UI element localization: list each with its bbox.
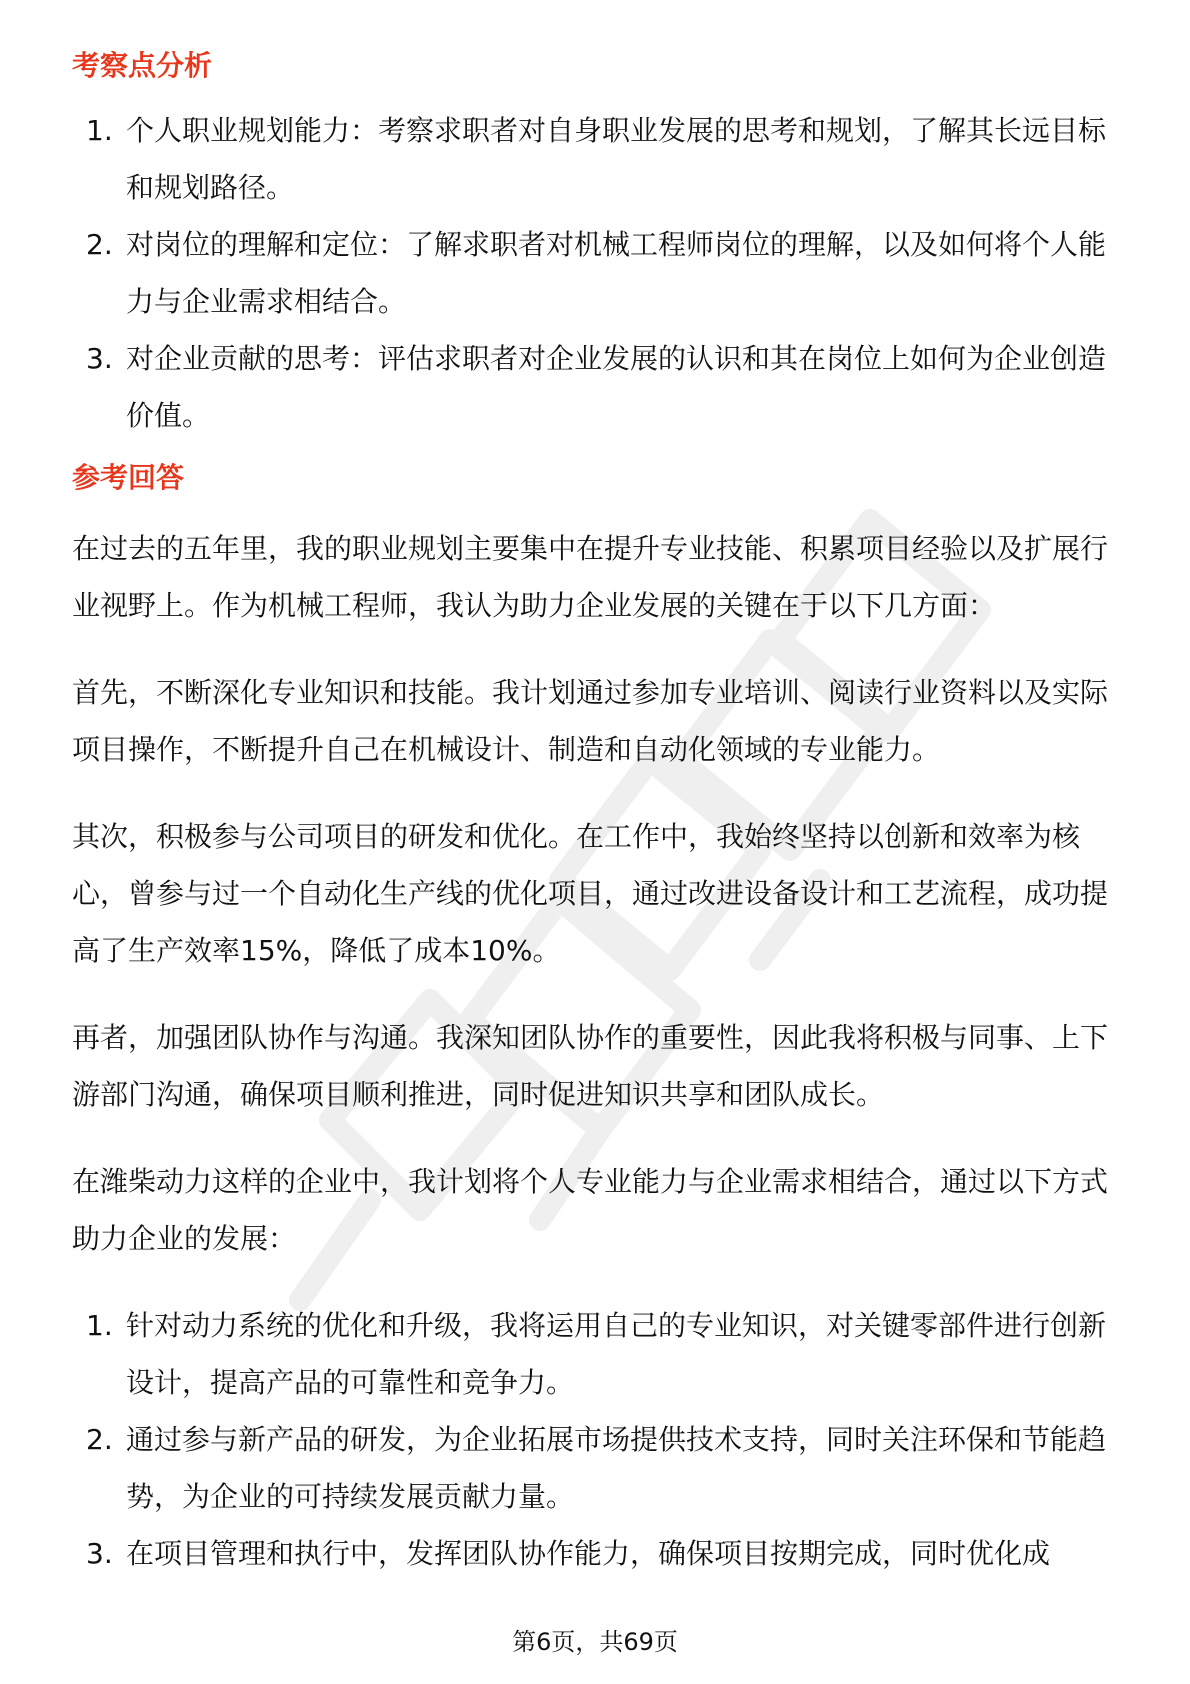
paragraph: 在过去的五年里，我的职业规划主要集中在提升专业技能、积累项目经验以及扩展行业视野上。作为机械工程师，我认为助力企业发展的关键在于以下几方面： <box>72 532 1109 622</box>
list-item-number: 3. <box>86 342 113 375</box>
list-item <box>72 216 1112 330</box>
list-item <box>72 330 1112 444</box>
list-item-number: 1. <box>86 114 113 147</box>
list-item <box>72 1411 1112 1525</box>
paragraph: 首先，不断深化专业知识和技能。我计划通过参加专业培训、阅读行业资料以及实际项目操作，不断提升自己在机械设计、制造和自动化领域的专业能力。 <box>72 676 1109 766</box>
list-item-number: 2. <box>86 228 113 261</box>
list-item-text: 通过参与新产品的研发，为企业拓展市场提供技术支持，同时关注环保和节能趋势，为企业的可持续发展贡献力量。 <box>126 1423 1107 1513</box>
list-item-text: 个人职业规划能力：考察求职者对自身职业发展的思考和规划，了解其长远目标和规划路径。 <box>126 114 1107 204</box>
paragraph: 在潍柴动力这样的企业中，我计划将个人专业能力与企业需求相结合，通过以下方式助力企业的发展： <box>72 1165 1109 1255</box>
answer-list <box>72 1297 1112 1582</box>
analysis-heading: 考察点分析 <box>72 49 213 82</box>
list-item <box>72 102 1112 216</box>
list-item <box>72 1297 1112 1411</box>
answer-heading: 参考回答 <box>72 461 185 494</box>
paragraph: 再者，加强团队协作与沟通。我深知团队协作的重要性，因此我将积极与同事、上下游部门沟通，确保项目顺利推进，同时促进知识共享和团队成长。 <box>72 1021 1109 1111</box>
list-item-text: 对企业贡献的思考：评估求职者对企业发展的认识和其在岗位上如何为企业创造价值。 <box>126 342 1107 432</box>
list-item-text: 针对动力系统的优化和升级，我将运用自己的专业知识，对关键零部件进行创新设计，提高产品的可靠性和竞争力。 <box>126 1309 1107 1399</box>
paragraph: 其次，积极参与公司项目的研发和优化。在工作中，我始终坚持以创新和效率为核心，曾参与过一个自动化生产线的优化项目，通过改进设备设计和工艺流程，成功提高了生产效率15%，降低了成本10%。 <box>72 820 1109 967</box>
list-item-text: 在项目管理和执行中，发挥团队协作能力，确保项目按期完成，同时优化成 <box>126 1537 1051 1570</box>
list-item-number: 1. <box>86 1309 113 1342</box>
list-item-number: 3. <box>86 1537 113 1570</box>
page-number: 第6页，共69页 <box>512 1628 678 1656</box>
list-item-text: 对岗位的理解和定位：了解求职者对机械工程师岗位的理解，以及如何将个人能力与企业需求相结合。 <box>126 228 1107 318</box>
list-item <box>72 1525 1112 1582</box>
list-item-number: 2. <box>86 1423 113 1456</box>
analysis-list <box>72 102 1112 444</box>
document-content <box>72 44 1112 1582</box>
